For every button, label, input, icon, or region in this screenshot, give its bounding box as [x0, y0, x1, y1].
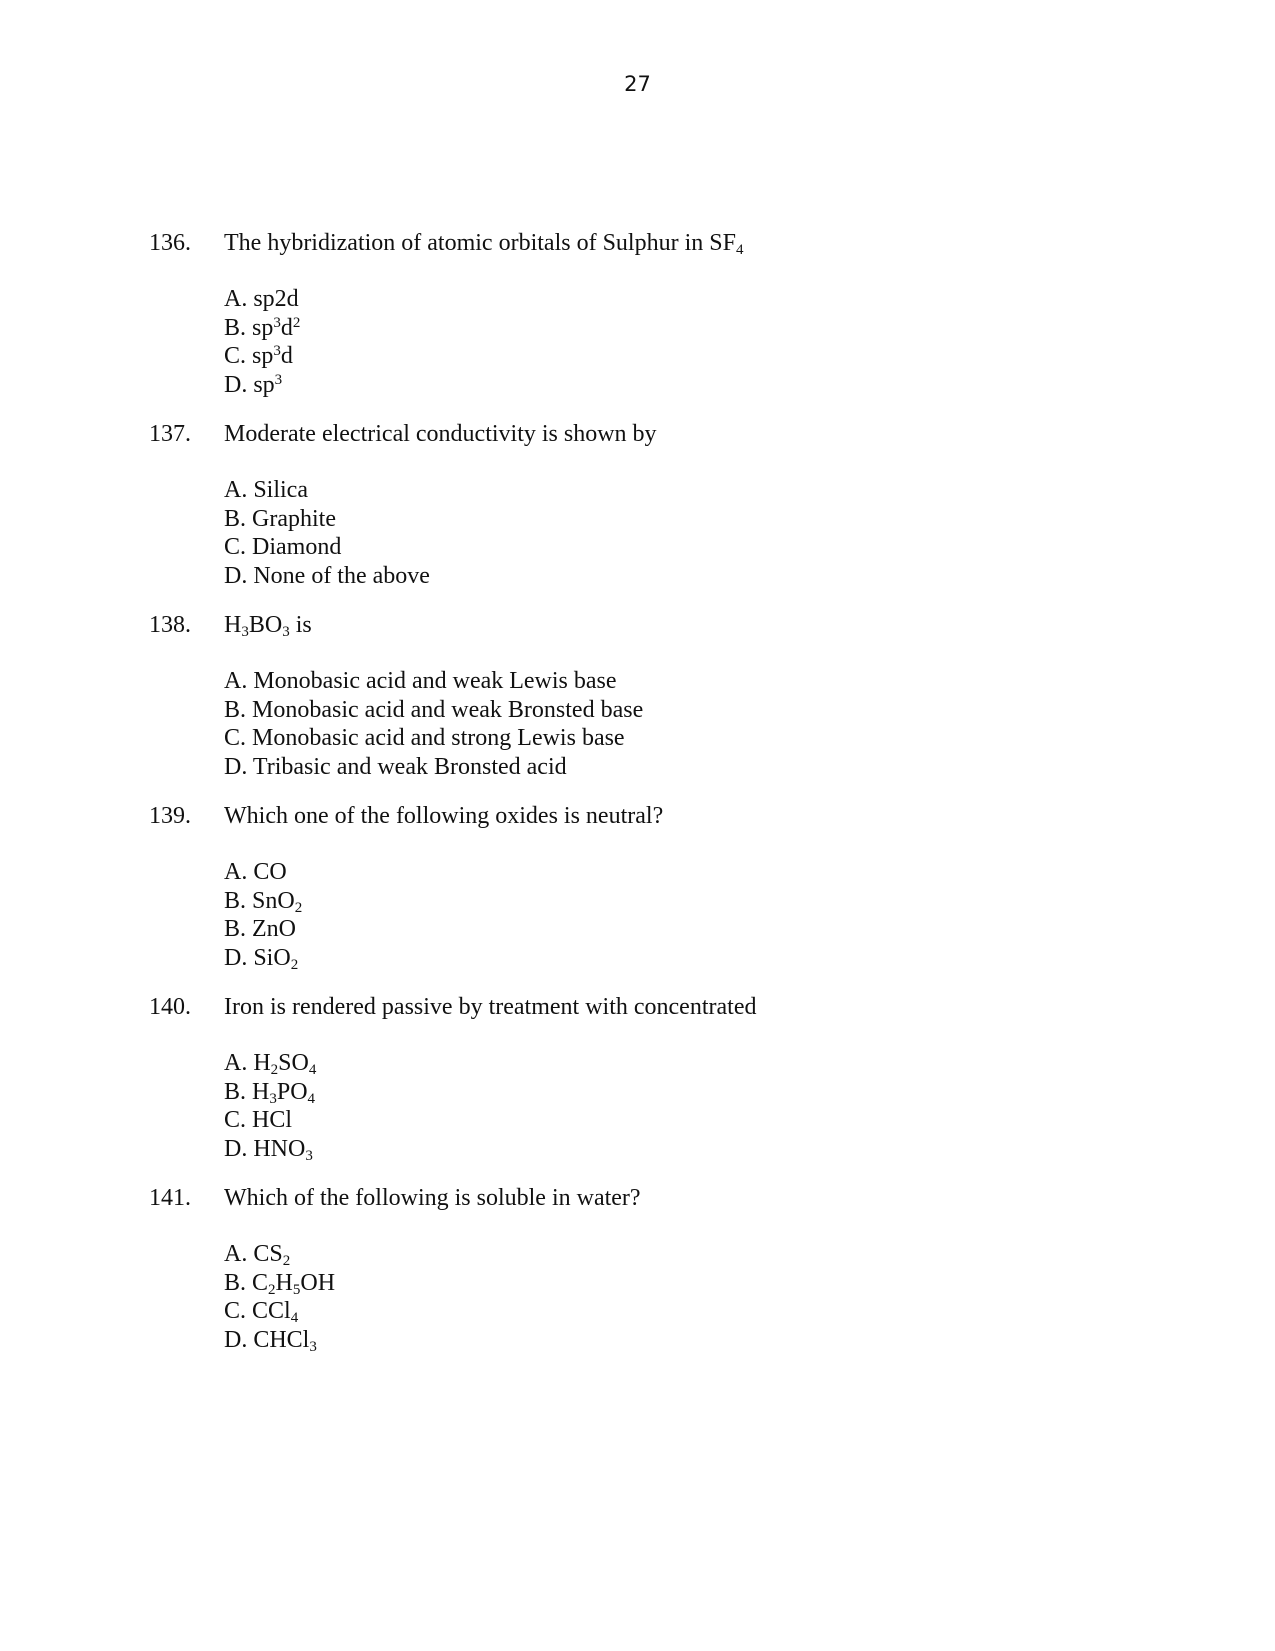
question-number: 139.: [149, 803, 191, 829]
question-number: 137.: [149, 421, 191, 447]
question-number: 136.: [149, 230, 191, 256]
question-137: [149, 420, 1149, 590]
question-141: [149, 1184, 1149, 1354]
question-number: 141.: [149, 1185, 191, 1211]
option-b: B. $C_2H_5OH$: [224, 1269, 336, 1298]
option-list: [149, 1240, 1149, 1354]
question-number: 140.: [149, 994, 191, 1020]
option-b: B. $H_3PO_4$: [224, 1078, 316, 1107]
option-d: D. SiO$_2$: [224, 944, 299, 973]
question-139: [149, 802, 1149, 972]
question-stem: Which of the following is soluble in water?: [224, 1185, 641, 1211]
option-a: A. Monobasic acid and weak Lewis base: [224, 668, 617, 694]
option-d: D. $HNO_3$: [224, 1135, 313, 1164]
option-b: B. $sp^3d^2$: [224, 314, 301, 341]
option-b: B. Monobasic acid and weak Bronsted base: [224, 696, 644, 723]
option-b: B. Graphite: [224, 505, 336, 532]
option-c: C. Diamond: [224, 534, 342, 560]
question-140: [149, 993, 1149, 1163]
option-c: C. Monobasic acid and strong Lewis base: [224, 725, 625, 751]
option-a: A. $H_2SO_4$: [224, 1050, 317, 1078]
option-b: B. SnO$_2$: [224, 887, 303, 916]
question-138: [149, 611, 1149, 781]
option-c: C. CCl$_4$: [224, 1298, 299, 1326]
option-c: C. $sp^3d$: [224, 343, 293, 369]
option-list: [149, 476, 1149, 590]
option-d: D. None of the above: [224, 562, 430, 589]
question-stem: $H_3BO_3$ is: [224, 612, 312, 640]
option-a: A. $CS_2$: [224, 1241, 291, 1269]
option-d: D. $sp^3$: [224, 371, 283, 398]
option-c: B. ZnO: [224, 916, 296, 942]
option-list: [149, 1049, 1149, 1163]
question-stem: Iron is rendered passive by treatment with concentrated: [224, 994, 757, 1020]
option-d: D. CHCl$_3$: [224, 1326, 317, 1355]
option-list: [149, 667, 1149, 781]
page-number: 27: [624, 72, 651, 96]
question-number: 138.: [149, 612, 191, 638]
option-a: A. sp2d: [224, 286, 299, 312]
question-stem: Which one of the following oxides is neutral?: [224, 803, 664, 829]
question-stem: Moderate electrical conductivity is shown by: [224, 421, 657, 447]
option-d: D. Tribasic and weak Bronsted acid: [224, 753, 567, 780]
question-stem: The hybridization of atomic orbitals of Sulphur in $SF_4$: [224, 230, 744, 258]
option-a: A. Silica: [224, 477, 308, 503]
option-list: [149, 285, 1149, 399]
question-136: [149, 229, 1149, 399]
option-list: [149, 858, 1149, 972]
option-a: A. CO: [224, 859, 287, 885]
option-c: C. HCl: [224, 1107, 293, 1133]
